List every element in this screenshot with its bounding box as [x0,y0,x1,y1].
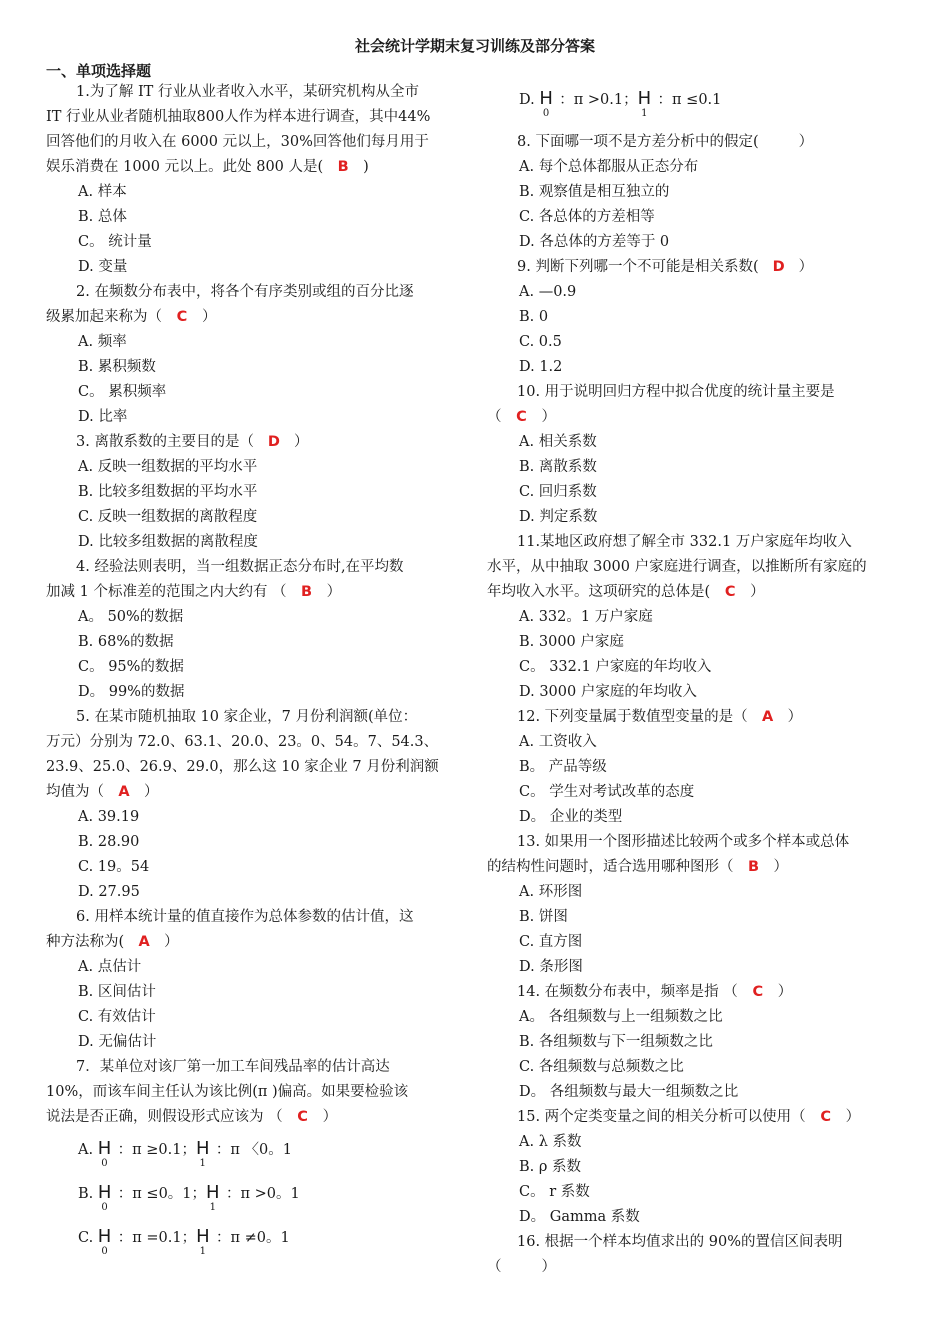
answer-option: C。 学生对考试改革的态度 [519,784,695,800]
answer-option: D. 判定系数 [519,509,598,525]
answer-option: D. 比较多组数据的离散程度 [78,534,258,550]
section-heading: 一、单项选择题 [46,62,152,80]
subscript-0: 0 [101,1246,108,1257]
answer-option: A。 各组频数与上一组频数之比 [519,1009,723,1025]
question-text-line: 10%，而该车间主任认为该比例(π )偏高。如果要检验该 [46,1084,409,1100]
answer-option: D。 各组频数与最大一组频数之比 [519,1084,739,1100]
question-stem-line [487,1105,907,1130]
answer-option: A. 每个总体都服从正态分布 [519,159,699,175]
answer-mark: C [820,1109,831,1125]
question-block [46,280,470,430]
answer-option: D. 3000 户家庭的年均收入 [519,684,697,700]
h1-symbol: H [196,1226,210,1247]
answer-option: A. 点估计 [78,959,142,975]
question-text-line: 水平，从中抽取 3000 户家庭进行调查，以推断所有家庭的 [487,559,867,575]
question-block [487,530,907,705]
question-text-line: 万元）分别为 72.0、63.1、20.0、23。0、54。7、54.3、 [46,734,439,750]
subscript-1: 1 [641,108,648,119]
h0-symbol: H [97,1226,112,1247]
question-stem-line [487,405,907,430]
stem-text: （ [487,1259,502,1275]
stem-text: 种方法称为( [46,934,125,950]
answer-option: A. λ 系数 [519,1134,582,1150]
stem-text: 均值为（ [46,784,104,800]
stem-close: ） [541,409,556,425]
stem-text: 加减 1 个标准差的范围之内大约有 （ [46,584,287,600]
answer-option: A. 样本 [78,184,127,200]
stem-text: 12. 下列变量属于数值型变量的是（ [517,709,748,725]
question-stem-line [46,155,470,180]
option-label: C. [78,1230,98,1246]
answer-option: D. 无偏估计 [78,1034,157,1050]
answer-option: C。 累积频率 [78,384,167,400]
hypothesis-option [46,1136,470,1180]
answer-mark: C [752,984,764,1000]
answer-option: B. 区间估计 [78,984,156,1000]
question-block [46,705,470,905]
answer-option: B. ρ 系数 [519,1159,582,1175]
h0-symbol: H [97,1138,112,1159]
hypothesis-option-d [487,86,907,130]
question-stem-line [46,780,470,805]
question-text-line: 回答他们的月收入在 6000 元以上，30%回答他们每月用于 [46,134,429,150]
question-block [487,1105,907,1230]
question-text-line: 6. 用样本统计量的值直接作为总体参数的估计值，这 [76,909,414,925]
answer-option: B. 3000 户家庭 [519,634,624,650]
stem-close: ） [293,434,309,450]
question-stem-line [46,430,470,455]
h0-expression: ：π >0.1； [559,92,638,108]
answer-option: A. 39.19 [78,809,140,825]
option-label: D. [519,92,540,108]
answer-option: D。 99%的数据 [78,684,185,700]
answer-option: D。 企业的类型 [519,809,623,825]
subscript-1: 1 [199,1246,206,1257]
question-text-line: IT 行业从业者随机抽取800人作为样本进行调查，其中44% [46,109,431,125]
h1-symbol: H [195,1138,210,1159]
question-block [487,980,907,1105]
answer-option: B. 0 [519,309,549,325]
stem-text: 级累加起来称为（ [46,309,162,325]
answer-option: D. 27.95 [78,884,140,900]
stem-text: 娱乐消费在 1000 元以上。此处 800 人是( [46,159,324,175]
question-stem-line [487,130,907,155]
h1-symbol: H [206,1182,220,1203]
answer-mark: A [138,934,150,950]
answer-option: A. 工资收入 [519,734,597,750]
answer-mark: C [516,409,527,425]
answer-option: D。 Gamma 系数 [519,1209,640,1225]
stem-close: ） [326,584,342,600]
h1-symbol: H [637,88,652,109]
stem-close: ） [202,309,217,325]
subscript-0: 0 [542,108,550,119]
question-stem-line [46,580,470,605]
stem-text: 15. 两个定类变量之间的相关分析可以使用（ [517,1109,806,1125]
right-column [487,80,907,1280]
question-text-line: 7．某单位对该厂第一加工车间残品率的估计高达 [76,1059,390,1075]
answer-mark: A [762,709,774,725]
answer-option: C. 各组频数与总频数之比 [519,1059,684,1075]
answer-mark: B [747,859,760,875]
stem-close: ） [322,1109,338,1125]
stem-text: 3. 离散系数的主要目的是（ [76,434,254,450]
question-block [46,430,470,555]
stem-text: 的结构性问题时，适合选用哪种图形（ [487,859,734,875]
h1-expression: ：π 〈0。1 [215,1142,292,1158]
stem-close: ） [845,1109,861,1125]
stem-text: 年均收入水平。这项研究的总体是( [487,584,711,600]
question-stem-line [487,855,907,880]
answer-option: D. 条形图 [519,959,583,975]
answer-option: C。 332.1 户家庭的年均收入 [519,659,712,675]
question-stem-line [487,580,907,605]
question-text-line: 16. 根据一个样本均值求出的 90%的置信区间表明 [517,1234,843,1250]
h0-symbol: H [539,88,553,109]
stem-text: 9. 判断下列哪一个不可能是相关系数( [517,259,759,275]
h0-expression: ：π ≥0.1； [117,1142,196,1158]
answer-option: D. 变量 [78,259,128,275]
question-block [487,380,907,530]
answer-option: C. 有效估计 [78,1009,156,1025]
answer-option: C。 r 系数 [519,1184,590,1200]
answer-option: B. 各组频数与下一组频数之比 [519,1034,713,1050]
h0-symbol: H [97,1182,112,1203]
question-text-line: 23.9、25.0、26.9、29.0，那么这 10 家企业 7 月份利润额 [46,759,439,775]
question-text-line: 4. 经验法则表明，当一组数据正态分布时,在平均数 [76,559,404,575]
answer-option: A. 相关系数 [519,434,597,450]
answer-mark: A [118,784,130,800]
answer-option: C. 19。54 [78,859,150,875]
question-stem-line [46,1105,470,1130]
subscript-0: 0 [101,1158,108,1169]
answer-option: C。 95%的数据 [78,659,184,675]
answer-option: C. 反映一组数据的离散程度 [78,509,258,525]
answer-mark: C [297,1109,308,1125]
stem-text: 14. 在频数分布表中，频率是指 （ [517,984,738,1000]
answer-option: C. 回归系数 [519,484,597,500]
question-block [487,830,907,980]
answer-option: A. —0.9 [519,284,577,300]
question-block [46,555,470,705]
stem-text: 说法是否正确，则假设形式应该为 （ [46,1109,283,1125]
answer-option: B. 68%的数据 [78,634,174,650]
question-block [487,705,907,830]
answer-option: C. 各总体的方差相等 [519,209,655,225]
stem-close: ） [798,134,814,150]
subscript-1: 1 [199,1158,206,1169]
question-block [46,905,470,1055]
question-stem-line [487,980,907,1005]
stem-close: ） [164,934,179,950]
subscript-0: 0 [101,1202,108,1213]
answer-option: B. 饼图 [519,909,568,925]
stem-close: ） [777,984,793,1000]
question-stem-line [487,705,907,730]
stem-close: ) [363,159,369,175]
stem-close: ） [750,584,765,600]
question-text-line: 13. 如果用一个图形描述比较两个或多个样本或总体 [517,834,850,850]
question-text-line: 2. 在频数分布表中，将各个有序类别或组的百分比逐 [76,284,414,300]
hypothesis-option [46,1224,470,1268]
answer-option: B. 比较多组数据的平均水平 [78,484,258,500]
left-column [46,80,470,1268]
h1-expression: ：π >0。1 [225,1186,300,1202]
answer-mark: B [337,159,349,175]
stem-close: ） [798,259,814,275]
answer-option: B. 28.90 [78,834,140,850]
answer-option: B. 离散系数 [519,459,597,475]
answer-option: A. 环形图 [519,884,583,900]
page-title: 社会统计学期末复习训练及部分答案 [354,37,595,55]
question-block [487,255,907,380]
question-text-line: 1.为了解 IT 行业从业者收入水平，某研究机构从全市 [76,84,419,100]
stem-close: ） [773,859,788,875]
answer-option: A. 332。1 万户家庭 [519,609,653,625]
stem-close: ） [787,709,803,725]
answer-mark: C [724,584,736,600]
question-stem-line [46,930,470,955]
question-block [46,1055,470,1268]
question-block [487,130,907,255]
answer-mark: C [176,309,188,325]
h0-expression: ：π =0.1； [117,1230,197,1246]
answer-option: C. 直方图 [519,934,583,950]
answer-mark: D [772,259,785,275]
answer-option: B. 观察值是相互独立的 [519,184,670,200]
question-stem-line [487,255,907,280]
answer-option: A. 频率 [78,334,127,350]
question-block [487,1230,907,1280]
answer-option: A。 50%的数据 [78,609,184,625]
h0-expression: ：π ≤0。1； [117,1186,207,1202]
answer-option: D. 1.2 [519,359,563,375]
question-text-line: 11.某地区政府想了解全市 332.1 万户家庭年均收入 [517,534,852,550]
answer-option: A. 反映一组数据的平均水平 [78,459,258,475]
option-label: A. [78,1142,98,1158]
h1-expression: ：π ≤0.1 [657,92,722,108]
answer-option: D. 比率 [78,409,128,425]
question-block [46,80,470,280]
answer-option: C. 0.5 [519,334,562,350]
hypothesis-option [46,1180,470,1224]
question-text-line: 10. 用于说明回归方程中拟合优度的统计量主要是 [517,384,835,400]
stem-text: 8. 下面哪一项不是方差分析中的假定( [517,134,759,150]
h1-expression: ：π ≠0。1 [216,1230,290,1246]
answer-option: D. 各总体的方差等于 0 [519,234,670,250]
question-stem-line [46,305,470,330]
subscript-1: 1 [209,1202,216,1213]
answer-option: B。 产品等级 [519,759,607,775]
question-stem-line [487,1255,907,1280]
answer-option: C。 统计量 [78,234,152,250]
stem-close: ） [144,784,159,800]
option-label: B. [78,1186,98,1202]
answer-option: B. 总体 [78,209,127,225]
stem-text: （ [487,409,502,425]
stem-close: ） [541,1259,556,1275]
answer-option: B. 累积频数 [78,359,156,375]
question-text-line: 5. 在某市随机抽取 10 家企业，7 月份利润额(单位： [76,709,418,725]
answer-mark: B [301,584,313,600]
answer-mark: D [267,434,280,450]
